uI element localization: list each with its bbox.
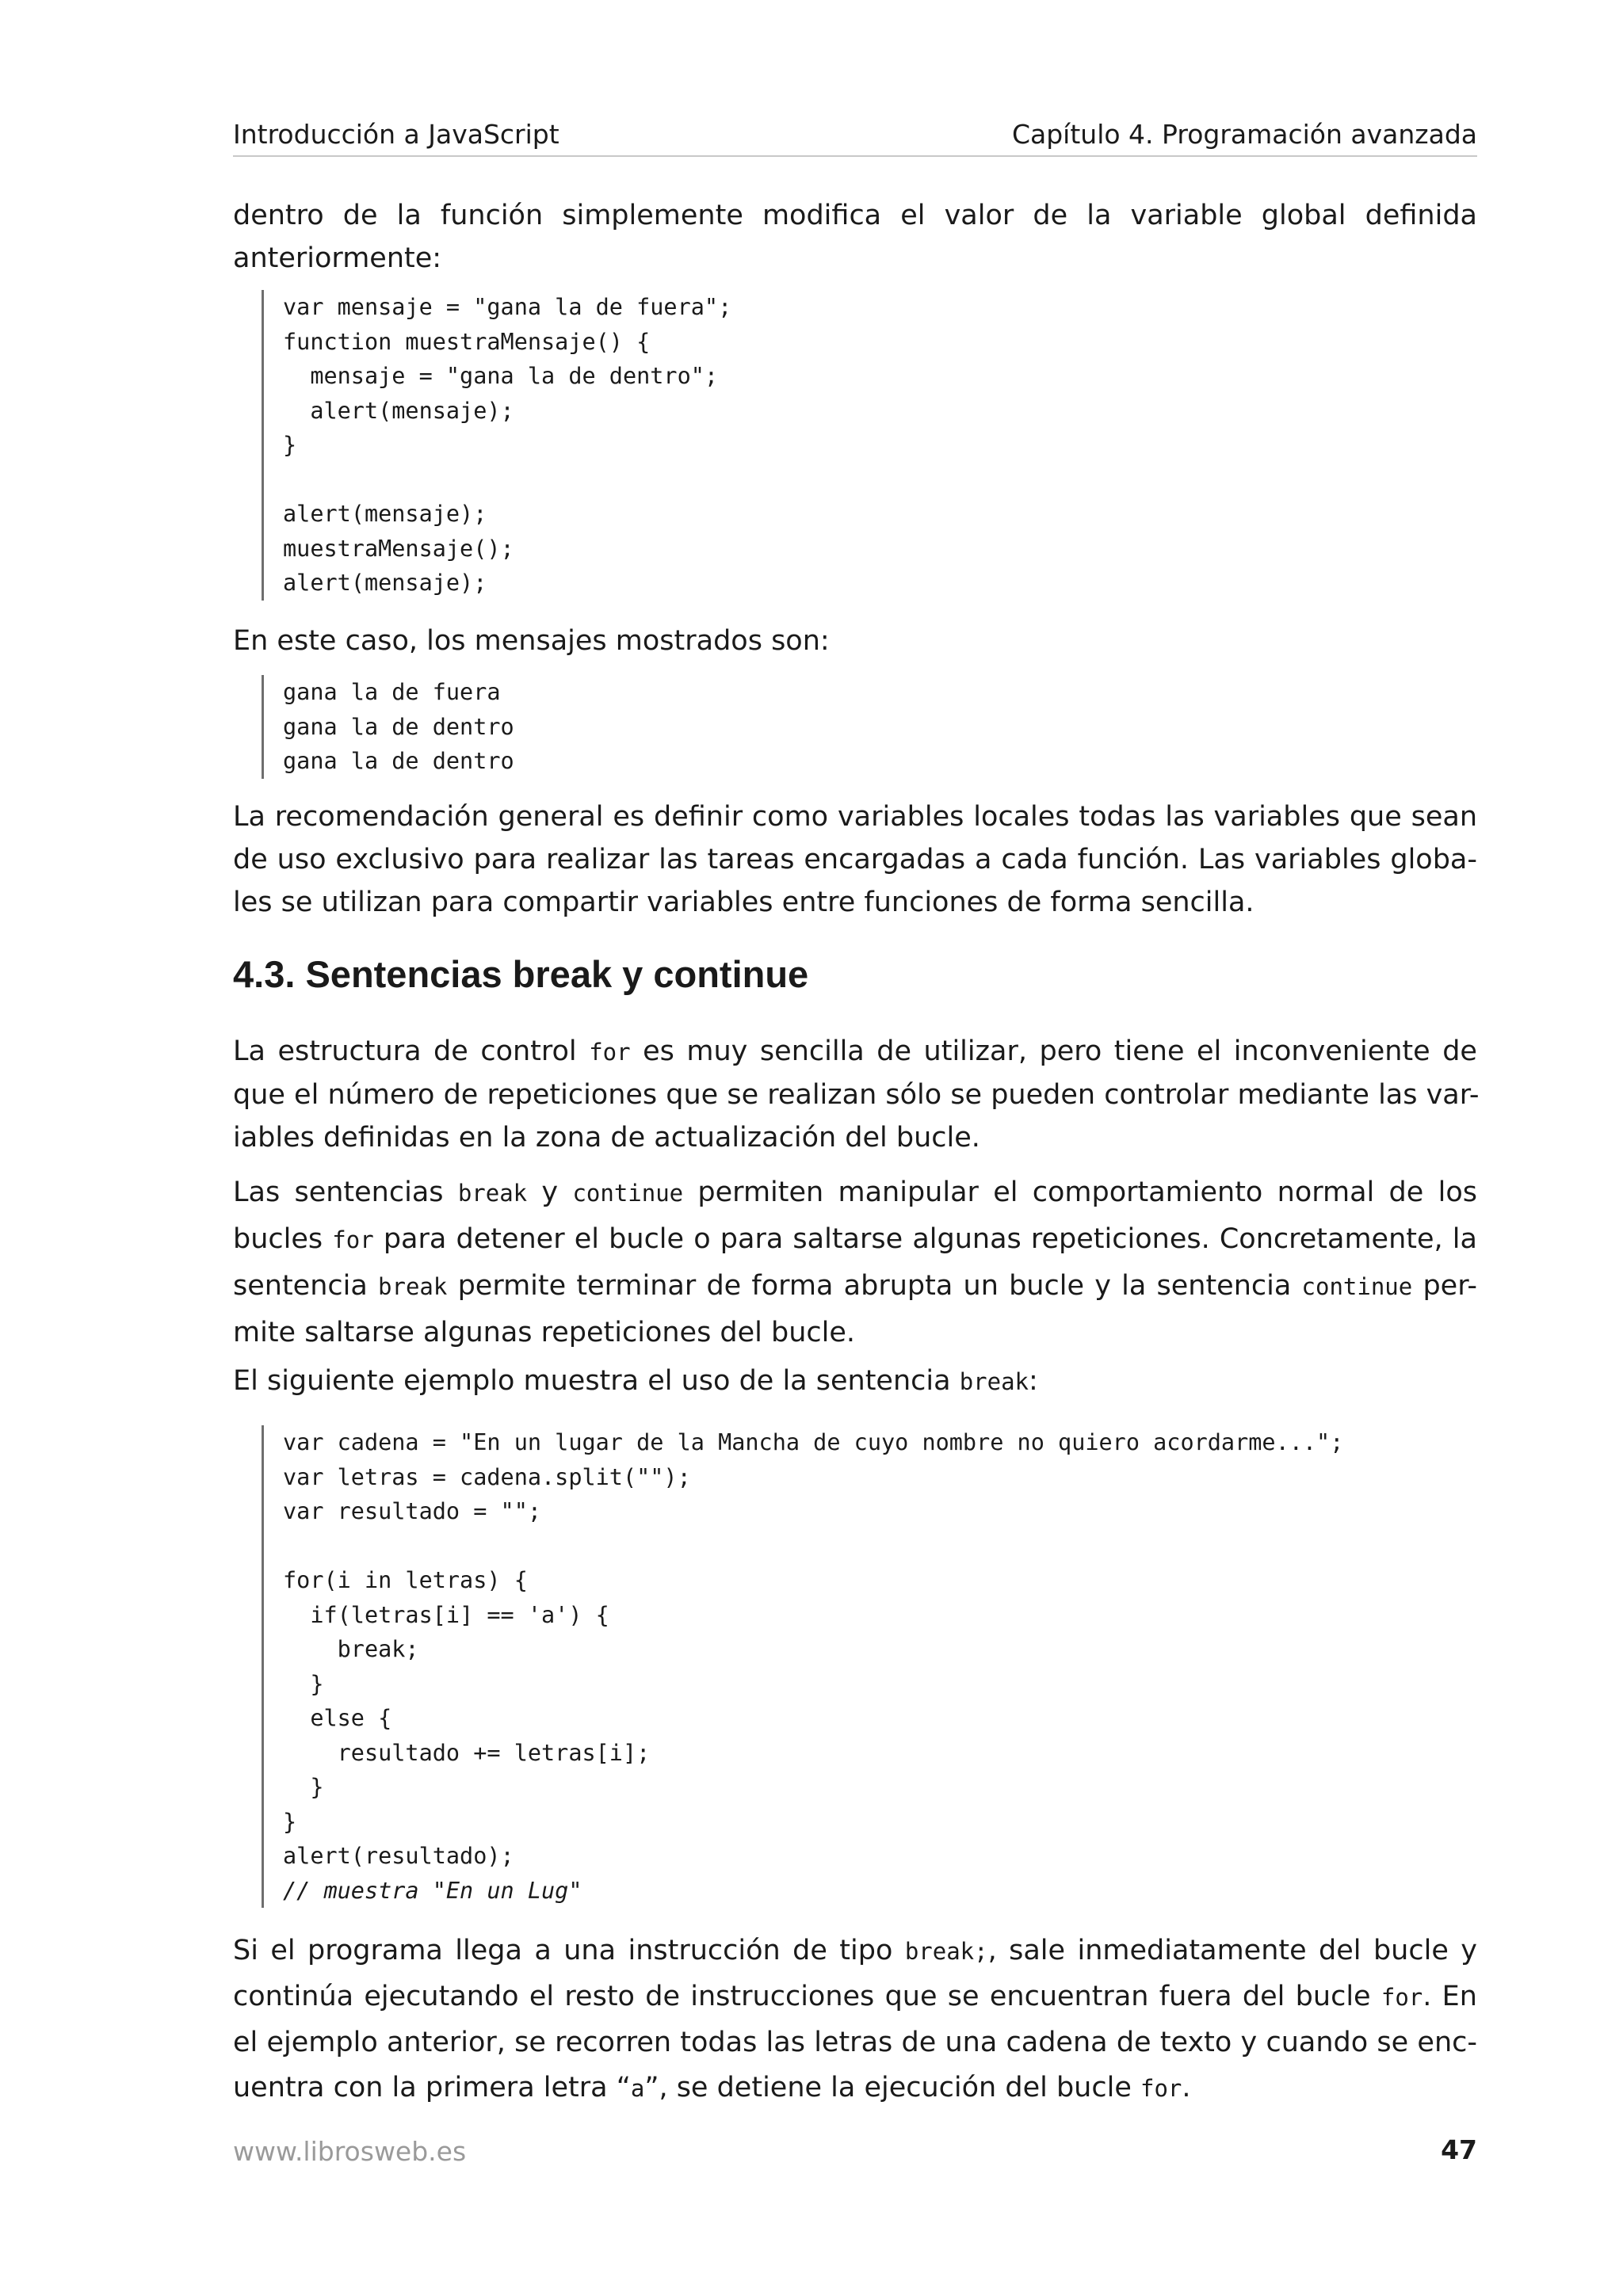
inline-code: break xyxy=(959,1368,1029,1395)
inline-code: break xyxy=(457,1180,528,1207)
running-header xyxy=(233,119,1477,154)
code-line: // muestra "En un Lug" xyxy=(283,1877,582,1904)
code-line: muestraMensaje(); xyxy=(283,535,514,562)
paragraph-line xyxy=(233,1928,1477,1974)
paragraph-for-structure xyxy=(233,1030,1480,1159)
code-line: alert(mensaje); xyxy=(283,397,514,424)
footer-page-number: 47 xyxy=(1441,2134,1477,2165)
paragraph-line xyxy=(233,1360,1477,1403)
code-line: resultado += letras[i]; xyxy=(283,1739,651,1766)
inline-code: for xyxy=(1381,1984,1423,2011)
code-line: alert(mensaje); xyxy=(283,570,487,596)
paragraph-line: les se utilizan para compartir variables entre funciones de forma sencilla. xyxy=(233,887,1254,918)
code-line: var cadena = "En un lugar de la Mancha de cuyo nombre no quiero acordarme..."; xyxy=(283,1429,1344,1455)
paragraph-line xyxy=(233,1030,1477,1074)
code-line: else { xyxy=(283,1705,392,1731)
text-run: La estructura de control xyxy=(233,1035,577,1067)
text-run: es muy sencilla de utilizar, pero tiene el inconveniente de xyxy=(643,1035,1477,1067)
paragraph-line: que el número de repeticiones que se realizan sólo se pueden controlar mediante las var- xyxy=(233,1079,1480,1111)
text-run: : xyxy=(1029,1365,1038,1397)
paragraph-recommendation xyxy=(233,795,1477,924)
paragraph-line: mite saltarse algunas repeticiones del bucle. xyxy=(233,1317,856,1348)
paragraph-line xyxy=(233,1974,1477,2020)
paragraph-line xyxy=(233,1169,1477,1216)
footer-website: www.librosweb.es xyxy=(233,2136,467,2167)
inline-code: continue xyxy=(572,1180,684,1207)
section-heading: 4.3. Sentencias break y continue xyxy=(233,953,809,995)
code-line: var letras = cadena.split(""); xyxy=(283,1463,691,1490)
paragraph-messages-shown xyxy=(233,620,1477,662)
text-run: permiten manipular el comportamiento normal de los xyxy=(697,1177,1477,1208)
code-line: } xyxy=(283,1774,324,1800)
code-block-global-variable xyxy=(262,290,731,601)
paragraph-line: el ejemplo anterior, se recorren todas las letras de una cadena de texto y cuando se enc- xyxy=(233,2027,1477,2058)
code-line: } xyxy=(283,432,297,458)
code-line xyxy=(283,463,731,498)
code-line: for(i in letras) { xyxy=(283,1567,528,1593)
code-line: var mensaje = "gana la de fuera"; xyxy=(283,294,732,320)
paragraph-line: En este caso, los mensajes mostrados son: xyxy=(233,625,830,657)
code-line: if(letras[i] == 'a') { xyxy=(283,1601,609,1628)
text-run: Las sentencias xyxy=(233,1177,444,1208)
header-rule xyxy=(233,155,1477,157)
code-block-output xyxy=(262,675,514,779)
text-run: , sale inmediatamente del bucle y xyxy=(987,1935,1477,1966)
text-run: permite terminar de forma abrupta un bucle y la sentencia xyxy=(457,1270,1292,1302)
text-run: El siguiente ejemplo muestra el uso de la sentencia xyxy=(233,1365,951,1397)
text-run: . En xyxy=(1423,1981,1477,2012)
text-run: Si el programa llega a una instrucción de tipo xyxy=(233,1935,893,1966)
text-run: bucles xyxy=(233,1223,323,1255)
inline-code: a xyxy=(630,2075,645,2102)
code-block-break-example xyxy=(262,1425,1343,1908)
code-line: mensaje = "gana la de dentro"; xyxy=(283,363,719,389)
text-run: per- xyxy=(1423,1270,1477,1302)
text-run: para detener el bucle o para saltarse algunas repeticiones. Concretamente, la xyxy=(383,1223,1477,1255)
code-line: } xyxy=(283,1670,324,1697)
header-chapter-title: Capítulo 4. Programación avanzada xyxy=(1011,119,1477,150)
paragraph-line: dentro de la función simplemente modifica el valor de la variable global definida xyxy=(233,200,1477,231)
code-line: var resultado = ""; xyxy=(283,1498,542,1524)
code-line: gana la de dentro xyxy=(283,713,514,740)
inline-code: break; xyxy=(904,1938,988,1965)
paragraph-break-explanation xyxy=(233,1928,1477,2111)
code-line: gana la de fuera xyxy=(283,679,501,705)
text-run: uentra con la primera letra “ xyxy=(233,2072,631,2103)
paragraph-line xyxy=(233,1216,1477,1263)
paragraph-example-intro xyxy=(233,1360,1477,1403)
inline-code: for xyxy=(332,1226,374,1253)
code-line: alert(mensaje); xyxy=(283,501,487,527)
header-book-title: Introducción a JavaScript xyxy=(233,119,559,150)
code-line: alert(resultado); xyxy=(283,1843,514,1869)
paragraph-line: iables definidas en la zona de actualización del bucle. xyxy=(233,1122,980,1154)
paragraph-line: de uso exclusivo para realizar las tareas encargadas a cada función. Las variables globa- xyxy=(233,844,1477,875)
paragraph-line: La recomendación general es definir como variables locales todas las variables que sean xyxy=(233,801,1477,833)
paragraph-break-continue xyxy=(233,1169,1477,1356)
text-run: ”, se detiene la ejecución del bucle xyxy=(644,2072,1132,2103)
inline-code: continue xyxy=(1301,1273,1413,1300)
paragraph-line xyxy=(233,1263,1477,1310)
code-line xyxy=(283,1529,1343,1564)
text-run: sentencia xyxy=(233,1270,368,1302)
code-line: } xyxy=(283,1808,297,1835)
paragraph-intro xyxy=(233,194,1477,280)
text-run: continúa ejecutando el resto de instrucciones que se encuentran fuera del bucle xyxy=(233,1981,1371,2012)
text-run: y xyxy=(541,1177,559,1208)
inline-code: for xyxy=(589,1039,631,1066)
inline-code: for xyxy=(1140,2075,1182,2102)
code-line: function muestraMensaje() { xyxy=(283,328,651,355)
code-line: break; xyxy=(283,1636,419,1662)
text-run: . xyxy=(1182,2072,1191,2103)
code-line: gana la de dentro xyxy=(283,748,514,774)
paragraph-line: anteriormente: xyxy=(233,242,442,274)
inline-code: break xyxy=(378,1273,448,1300)
paragraph-line xyxy=(233,2065,1477,2111)
